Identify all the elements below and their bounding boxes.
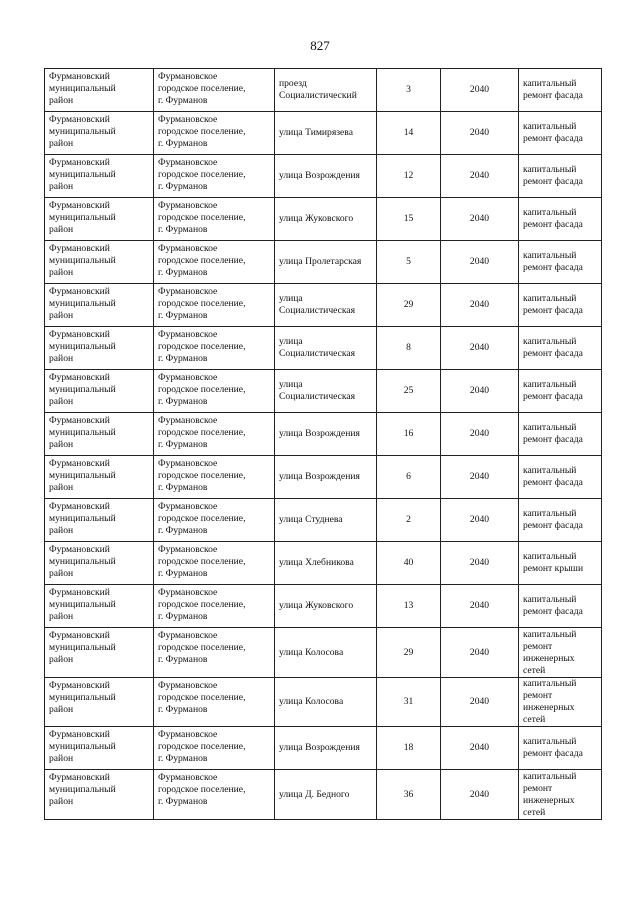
work-type-cell: капитальный ремонт фасада xyxy=(519,284,602,327)
district-cell: Фурмановский муниципальный район xyxy=(45,155,154,198)
year-cell: 2040 xyxy=(441,69,519,112)
district-cell: Фурмановский муниципальный район xyxy=(45,370,154,413)
district-cell: Фурмановский муниципальный район xyxy=(45,284,154,327)
work-type-cell: капитальный ремонт фасада xyxy=(519,69,602,112)
work-type-cell: капитальный ремонт крыши xyxy=(519,542,602,585)
table-row xyxy=(45,628,602,678)
street-cell: улица Пролетарская xyxy=(275,241,377,284)
year-cell: 2040 xyxy=(441,727,519,770)
district-cell: Фурмановский муниципальный район xyxy=(45,456,154,499)
table-row xyxy=(45,69,602,112)
house-number-cell: 13 xyxy=(377,585,441,628)
house-number-cell: 15 xyxy=(377,198,441,241)
street-cell: улица Хлебникова xyxy=(275,542,377,585)
street-cell: улица Д. Бедного xyxy=(275,770,377,820)
settlement-cell: Фурмановское городское поселение, г. Фурманов xyxy=(154,770,275,820)
house-number-cell: 12 xyxy=(377,155,441,198)
settlement-cell: Фурмановское городское поселение, г. Фурманов xyxy=(154,284,275,327)
work-type-cell: капитальный ремонт инженерных сетей xyxy=(519,770,602,820)
district-cell: Фурмановский муниципальный район xyxy=(45,112,154,155)
house-number-cell: 25 xyxy=(377,370,441,413)
year-cell: 2040 xyxy=(441,370,519,413)
year-cell: 2040 xyxy=(441,284,519,327)
housing-repair-table xyxy=(44,68,602,820)
district-cell: Фурмановский муниципальный район xyxy=(45,198,154,241)
district-cell: Фурмановский муниципальный район xyxy=(45,585,154,628)
table-row xyxy=(45,678,602,727)
table-row xyxy=(45,727,602,770)
settlement-cell: Фурмановское городское поселение, г. Фурманов xyxy=(154,112,275,155)
house-number-cell: 6 xyxy=(377,456,441,499)
house-number-cell: 36 xyxy=(377,770,441,820)
year-cell: 2040 xyxy=(441,198,519,241)
table-row xyxy=(45,284,602,327)
year-cell: 2040 xyxy=(441,585,519,628)
work-type-cell: капитальный ремонт фасада xyxy=(519,585,602,628)
district-cell: Фурмановский муниципальный район xyxy=(45,413,154,456)
district-cell: Фурмановский муниципальный район xyxy=(45,770,154,820)
year-cell: 2040 xyxy=(441,456,519,499)
settlement-cell: Фурмановское городское поселение, г. Фурманов xyxy=(154,413,275,456)
table-row xyxy=(45,499,602,542)
table-row xyxy=(45,241,602,284)
year-cell: 2040 xyxy=(441,327,519,370)
street-cell: улица Жуковского xyxy=(275,198,377,241)
district-cell: Фурмановский муниципальный район xyxy=(45,69,154,112)
district-cell: Фурмановский муниципальный район xyxy=(45,542,154,585)
district-cell: Фурмановский муниципальный район xyxy=(45,678,154,727)
street-cell: улица Тимирязева xyxy=(275,112,377,155)
table-row xyxy=(45,370,602,413)
year-cell: 2040 xyxy=(441,499,519,542)
year-cell: 2040 xyxy=(441,542,519,585)
page-number: 827 xyxy=(310,38,330,53)
year-cell: 2040 xyxy=(441,112,519,155)
work-type-cell: капитальный ремонт фасада xyxy=(519,413,602,456)
work-type-cell: капитальный ремонт фасада xyxy=(519,727,602,770)
table-row xyxy=(45,155,602,198)
table-row xyxy=(45,456,602,499)
work-type-cell: капитальный ремонт инженерных сетей xyxy=(519,678,602,727)
street-cell: проезд Социалистический xyxy=(275,69,377,112)
table-row xyxy=(45,542,602,585)
work-type-cell: капитальный ремонт фасада xyxy=(519,112,602,155)
work-type-cell: капитальный ремонт фасада xyxy=(519,198,602,241)
year-cell: 2040 xyxy=(441,678,519,727)
year-cell: 2040 xyxy=(441,413,519,456)
work-type-cell: капитальный ремонт фасада xyxy=(519,370,602,413)
street-cell: улица Жуковского xyxy=(275,585,377,628)
street-cell: улица Колосова xyxy=(275,678,377,727)
district-cell: Фурмановский муниципальный район xyxy=(45,628,154,678)
table-row xyxy=(45,198,602,241)
house-number-cell: 14 xyxy=(377,112,441,155)
district-cell: Фурмановский муниципальный район xyxy=(45,727,154,770)
house-number-cell: 18 xyxy=(377,727,441,770)
house-number-cell: 29 xyxy=(377,628,441,678)
table-body xyxy=(45,69,602,820)
street-cell: улица Студнева xyxy=(275,499,377,542)
house-number-cell: 31 xyxy=(377,678,441,727)
street-cell: улица Колосова xyxy=(275,628,377,678)
house-number-cell: 40 xyxy=(377,542,441,585)
year-cell: 2040 xyxy=(441,628,519,678)
work-type-cell: капитальный ремонт инженерных сетей xyxy=(519,628,602,678)
house-number-cell: 8 xyxy=(377,327,441,370)
work-type-cell: капитальный ремонт фасада xyxy=(519,456,602,499)
settlement-cell: Фурмановское городское поселение, г. Фурманов xyxy=(154,585,275,628)
settlement-cell: Фурмановское городское поселение, г. Фурманов xyxy=(154,370,275,413)
house-number-cell: 5 xyxy=(377,241,441,284)
work-type-cell: капитальный ремонт фасада xyxy=(519,155,602,198)
street-cell: улица Возрождения xyxy=(275,413,377,456)
table-row xyxy=(45,413,602,456)
district-cell: Фурмановский муниципальный район xyxy=(45,241,154,284)
year-cell: 2040 xyxy=(441,155,519,198)
street-cell: улица Социалистическая xyxy=(275,327,377,370)
table-row xyxy=(45,585,602,628)
year-cell: 2040 xyxy=(441,241,519,284)
settlement-cell: Фурмановское городское поселение, г. Фурманов xyxy=(154,542,275,585)
settlement-cell: Фурмановское городское поселение, г. Фурманов xyxy=(154,155,275,198)
street-cell: улица Социалистическая xyxy=(275,370,377,413)
settlement-cell: Фурмановское городское поселение, г. Фурманов xyxy=(154,678,275,727)
street-cell: улица Возрождения xyxy=(275,155,377,198)
table-row xyxy=(45,112,602,155)
house-number-cell: 3 xyxy=(377,69,441,112)
settlement-cell: Фурмановское городское поселение, г. Фурманов xyxy=(154,499,275,542)
street-cell: улица Возрождения xyxy=(275,456,377,499)
house-number-cell: 29 xyxy=(377,284,441,327)
house-number-cell: 16 xyxy=(377,413,441,456)
year-cell: 2040 xyxy=(441,770,519,820)
work-type-cell: капитальный ремонт фасада xyxy=(519,241,602,284)
settlement-cell: Фурмановское городское поселение, г. Фурманов xyxy=(154,456,275,499)
street-cell: улица Социалистическая xyxy=(275,284,377,327)
work-type-cell: капитальный ремонт фасада xyxy=(519,499,602,542)
settlement-cell: Фурмановское городское поселение, г. Фурманов xyxy=(154,198,275,241)
settlement-cell: Фурмановское городское поселение, г. Фурманов xyxy=(154,327,275,370)
street-cell: улица Возрождения xyxy=(275,727,377,770)
table-row xyxy=(45,770,602,820)
table-row xyxy=(45,327,602,370)
settlement-cell: Фурмановское городское поселение, г. Фурманов xyxy=(154,727,275,770)
settlement-cell: Фурмановское городское поселение, г. Фурманов xyxy=(154,628,275,678)
district-cell: Фурмановский муниципальный район xyxy=(45,327,154,370)
district-cell: Фурмановский муниципальный район xyxy=(45,499,154,542)
settlement-cell: Фурмановское городское поселение, г. Фурманов xyxy=(154,241,275,284)
settlement-cell: Фурмановское городское поселение, г. Фурманов xyxy=(154,69,275,112)
house-number-cell: 2 xyxy=(377,499,441,542)
work-type-cell: капитальный ремонт фасада xyxy=(519,327,602,370)
